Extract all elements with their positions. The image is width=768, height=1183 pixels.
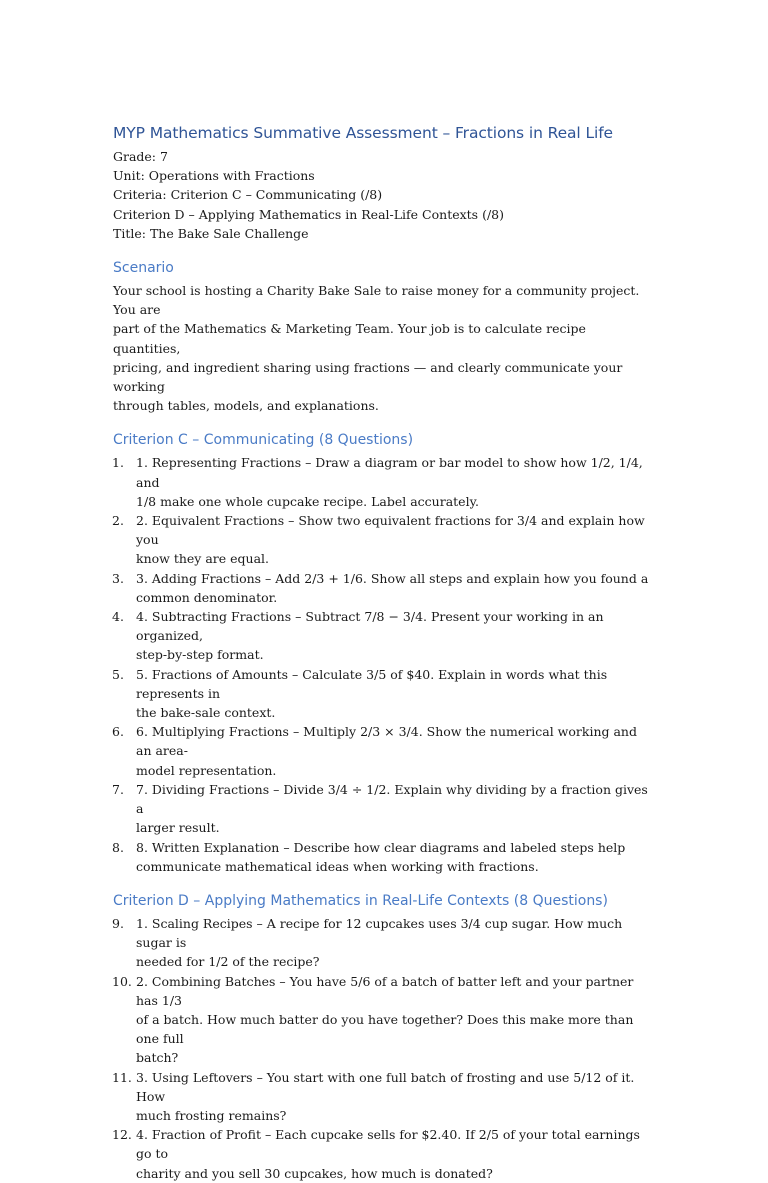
grade-line: Grade: 7 (113, 149, 168, 164)
question-text-line: larger result. (136, 820, 220, 836)
question-text-line: needed for 1/2 of the recipe? (136, 954, 320, 970)
question-text-line: 1/8 make one whole cupcake recipe. Label accurately. (136, 493, 479, 509)
question-text-line: batch? (136, 1050, 179, 1066)
question-text-line: 8. Written Explanation – Describe how clear diagrams and labeled steps help (136, 839, 626, 855)
criterion-d-question-list (113, 914, 653, 1183)
question-text-line: 2. Combining Batches – You have 5/6 of a batch of batter left and your partner has 1/3 (136, 973, 634, 1008)
question-number: 6. (112, 724, 124, 740)
question-text-line: much frosting remains? (136, 1107, 287, 1123)
question-text-line: 1. Scaling Recipes – A recipe for 12 cupcakes uses 3/4 cup sugar. How much sugar is (136, 915, 623, 951)
question-item (113, 972, 653, 1068)
document-title: MYP Mathematics Summative Assessment – Fractions in Real Life (113, 124, 613, 142)
criterion-c-heading: Criterion C – Communicating (8 Questions) (113, 432, 414, 449)
question-text-line: of a batch. How much batter do you have together? Does this make more than one full (136, 1011, 634, 1047)
question-text-line: step-by-step format. (136, 647, 264, 663)
question-number: 10. (112, 973, 132, 989)
question-text-line: 3. Adding Fractions – Add 2/3 + 1/6. Show all steps and explain how you found a (136, 570, 649, 586)
question-item (113, 569, 653, 607)
question-item (113, 780, 653, 838)
scenario-line: part of the Mathematics & Marketing Team. Your job is to calculate recipe quantities, (113, 321, 586, 356)
question-text-line: 7. Dividing Fractions – Divide 3/4 ÷ 1/2. Explain why dividing by a fraction gives a (136, 781, 648, 817)
question-number: 7. (112, 781, 124, 797)
assessment-title-line: Title: The Bake Sale Challenge (113, 225, 309, 241)
question-number: 12. (112, 1127, 132, 1143)
question-item (113, 1068, 653, 1126)
scenario-line: Your school is hosting a Charity Bake Sale to raise money for a community project. You are (113, 283, 640, 318)
question-text-line: common denominator. (136, 589, 278, 605)
criterion-c-question-list (113, 453, 653, 875)
question-item (113, 453, 653, 511)
question-item (113, 607, 653, 665)
question-item (113, 511, 653, 569)
question-text-line: 4. Fraction of Profit – Each cupcake sells for $2.40. If 2/5 of your total earnings go to (136, 1127, 640, 1162)
question-text-line: model representation. (136, 762, 277, 778)
question-number: 3. (112, 570, 124, 586)
scenario-line: pricing, and ingredient sharing using fractions — and clearly communicate your working (113, 359, 623, 395)
question-item (113, 722, 653, 780)
question-text-line: know they are equal. (136, 551, 270, 567)
criteria-line: Criteria: Criterion C – Communicating (/8) (113, 187, 383, 203)
scenario-line: through tables, models, and explanations. (113, 398, 379, 414)
scenario-heading: Scenario (113, 260, 174, 277)
question-number: 5. (112, 666, 124, 682)
question-number: 4. (112, 609, 124, 625)
question-text-line: charity and you sell 30 cupcakes, how much is donated? (136, 1165, 493, 1181)
question-number: 8. (112, 839, 124, 855)
question-text-line: the bake-sale context. (136, 705, 276, 721)
question-number: 1. (112, 455, 124, 471)
scenario-paragraph (113, 281, 653, 415)
question-text-line: 5. Fractions of Amounts – Calculate 3/5 of $40. Explain in words what this represents in (136, 666, 608, 701)
criterion-d-heading: Criterion D – Applying Mathematics in Real-Life Contexts (8 Questions) (113, 892, 608, 909)
question-item (113, 665, 653, 723)
unit-line: Unit: Operations with Fractions (113, 168, 315, 184)
question-item (113, 914, 653, 972)
question-item (113, 1125, 653, 1183)
question-text-line: communicate mathematical ideas when working with fractions. (136, 858, 539, 874)
question-text-line: 2. Equivalent Fractions – Show two equivalent fractions for 3/4 and explain how you (136, 513, 645, 548)
question-text-line: 1. Representing Fractions – Draw a diagram or bar model to show how 1/2, 1/4, and (136, 455, 643, 490)
question-item (113, 838, 653, 876)
criterion-d-line: Criterion D – Applying Mathematics in Real-Life Contexts (/8) (113, 206, 504, 222)
question-number: 2. (112, 513, 124, 529)
question-text-line: 6. Multiplying Fractions – Multiply 2/3 × 3/4. Show the numerical working and an area- (136, 724, 637, 759)
meta-block (113, 147, 653, 243)
question-text-line: 3. Using Leftovers – You start with one full batch of frosting and use 5/12 of it. How (136, 1069, 635, 1104)
question-number: 9. (112, 915, 124, 931)
question-number: 11. (112, 1069, 132, 1085)
question-text-line: 4. Subtracting Fractions – Subtract 7/8 − 3/4. Present your working in an organized, (136, 609, 604, 644)
